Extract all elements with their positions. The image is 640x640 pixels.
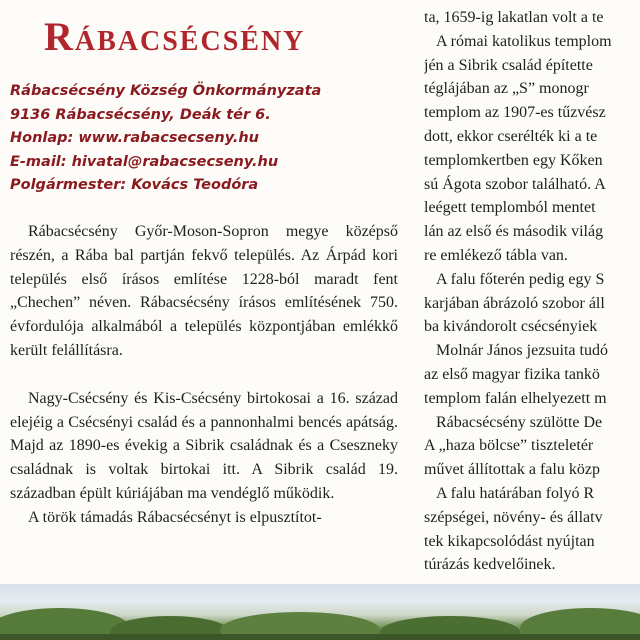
text-line: Molnár János jezsuita tudó [436, 342, 608, 360]
text-line: az első magyar fizika tankö [424, 365, 600, 383]
text-line: A „haza bölcse” tiszteletér [424, 437, 594, 455]
text-line: sú Ágota szobor található. A [424, 175, 606, 193]
landscape-image [0, 584, 640, 640]
contact-mayor: Polgármester: Kovács Teodóra [10, 177, 259, 193]
left-column [10, 220, 398, 530]
contact-block [10, 80, 410, 198]
text-line: lán az első és második világ [424, 223, 604, 241]
right-column [424, 6, 640, 577]
text-line: túrázás kedvelőinek. [424, 556, 556, 574]
text-line: A falu főterén pedig egy S [436, 270, 605, 288]
text-line: tek kikapcsolódást nyújtan [424, 532, 595, 550]
contact-organization: Rábacsécsény Község Önkormányzata [10, 83, 322, 99]
text-line: re emlékező tábla van. [424, 246, 568, 264]
text-line: ta, 1659-ig lakatlan volt a te [424, 9, 604, 26]
contact-website[interactable]: Honlap: www.rabacsecseny.hu [10, 130, 259, 146]
page-title: Rábacsécsény [44, 14, 306, 59]
text-line: jén a Sibrik család építette [424, 56, 593, 74]
village-photo [0, 584, 640, 640]
text-line: dott, ekkor cserélték ki a te [424, 127, 598, 145]
text-line: szépségei, növény- és állatv [424, 508, 603, 526]
text-line: templom falán elhelyezett m [424, 389, 607, 407]
text-line: leégett templomból mentet [424, 199, 596, 217]
text-line: karjában ábrázoló szobor áll [424, 294, 605, 312]
paragraph-history: Nagy-Csécsény és Kis-Csécsény birtokosai a 16. század elejéig a Csécsényi család és a pannonhalmi bencés apátság. Majd az 1890-es évekig a Sibrik családnak és a Cseszneky családnak is voltak birtokai itt. A Sibrik család 19. században épült kúriájában ma vendéglő működik. [10, 389, 398, 502]
text-line: A falu határában folyó R [436, 484, 595, 502]
text-line: templomkertben egy Kőken [424, 151, 603, 169]
text-line: A római katolikus templom [436, 32, 612, 50]
paragraph-turkish: A török támadás Rábacsécsényt is elpusztítot- [28, 508, 322, 526]
contact-address: 9136 Rábacsécsény, Deák tér 6. [10, 106, 271, 123]
text-line: művet állítottak a falu közp [424, 461, 600, 479]
text-line: ba kivándorolt csécsényiek [424, 318, 598, 336]
text-line: téglájában az „S” monogr [424, 80, 589, 98]
text-line: Rábacsécsény szülötte De [436, 413, 603, 431]
text-line: templom az 1907-es tűzvész [424, 104, 606, 122]
contact-email[interactable]: E-mail: hivatal@rabacsecseny.hu [10, 153, 279, 170]
paragraph-intro: Rábacsécsény Győr-Moson-Sopron megye középső részén, a Rába bal partján fekvő település. Az Árpád kori település első írásos említése 1228-ból maradt fent „Chechen” néven. Rábacsécsény írásos említésének 750. évfordulója alkalmából a település központjában emlékkő került felállításra. [10, 223, 398, 359]
